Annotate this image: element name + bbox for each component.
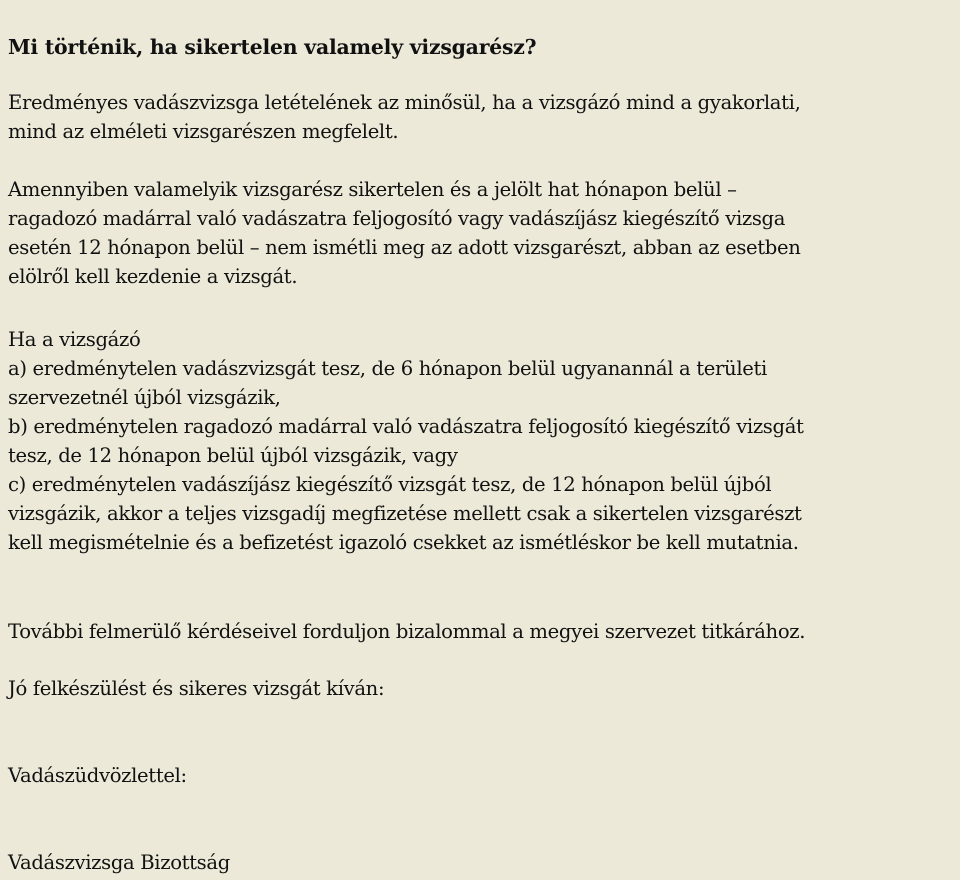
- intro-paragraph: [8, 88, 952, 146]
- paragraph-line: elölről kell kezdenie a vizsgát.: [8, 265, 298, 288]
- paragraph-line: mind az elméleti vizsgarészen megfelelt.: [8, 120, 399, 143]
- list-item-b-continued: tesz, de 12 hónapon belül újból vizsgázik, vagy: [8, 444, 458, 467]
- paragraph-line: ragadozó madárral való vadászatra feljogosító vagy vadászíjász kiegészítő vizsga: [8, 207, 786, 230]
- list-item-c-continued: kell megismételnie és a befizetést igazoló csekket az ismétléskor be kell mutatnia.: [8, 531, 799, 554]
- list-item-c: c) eredménytelen vadászíjász kiegészítő vizsgát tesz, de 12 hónapon belül újból: [8, 473, 772, 496]
- list-item-a-continued: szervezetnél újból vizsgázik,: [8, 386, 281, 409]
- paragraph-line: Eredményes vadászvizsga letételének az minősül, ha a vizsgázó mind a gyakorlati,: [8, 91, 801, 114]
- failed-part-paragraph: [8, 175, 952, 291]
- list-item-a: a) eredménytelen vadászvizsgát tesz, de 6 hónapon belül ugyanannál a területi: [8, 357, 767, 380]
- greeting-line: [8, 761, 952, 790]
- section-heading: [8, 33, 952, 62]
- retake-conditions-paragraph: [8, 325, 952, 557]
- list-item-c-continued: vizsgázik, akkor a teljes vizsgadíj megfizetése mellett csak a sikertelen vizsgarészt: [8, 502, 802, 525]
- paragraph-line: esetén 12 hónapon belül – nem ismétli meg az adott vizsgarészt, abban az esetben: [8, 236, 801, 259]
- paragraph-line: Ha a vizsgázó: [8, 328, 141, 351]
- paragraph-line: Vadászüdvözlettel:: [8, 764, 187, 787]
- signature-line: [8, 848, 952, 877]
- further-questions-paragraph: [8, 617, 952, 646]
- good-luck-line: [8, 674, 952, 703]
- paragraph-line: Vadászvizsga Bizottság: [8, 851, 230, 874]
- paragraph-line: További felmerülő kérdéseivel forduljon bizalommal a megyei szervezet titkárához.: [8, 620, 806, 643]
- list-item-b: b) eredménytelen ragadozó madárral való vadászatra feljogosító kiegészítő vizsgát: [8, 415, 804, 438]
- paragraph-line: Jó felkészülést és sikeres vizsgát kíván:: [8, 677, 385, 700]
- heading-text: Mi történik, ha sikertelen valamely vizsgarész?: [8, 35, 537, 59]
- paragraph-line: Amennyiben valamelyik vizsgarész sikertelen és a jelölt hat hónapon belül –: [8, 178, 737, 201]
